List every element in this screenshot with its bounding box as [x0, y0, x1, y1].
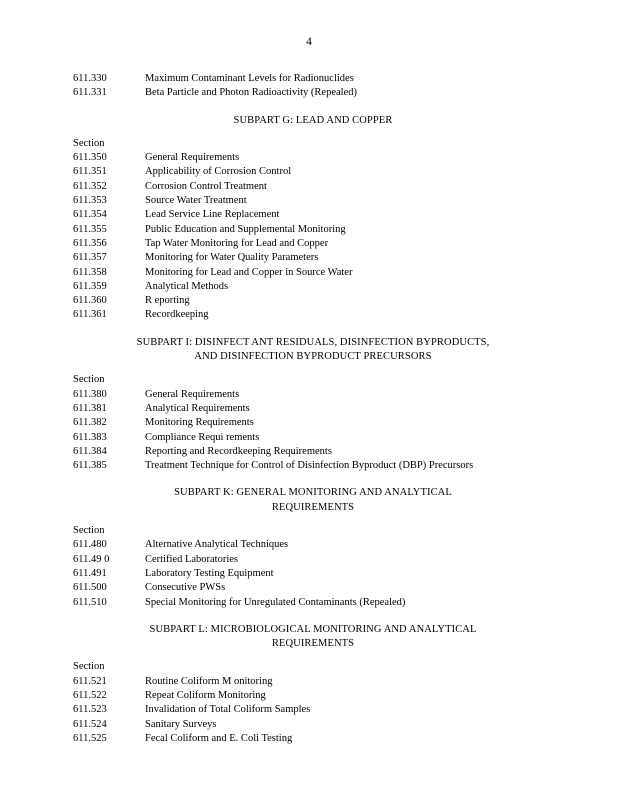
list-item — [73, 553, 553, 567]
list-item — [73, 251, 553, 265]
list-item — [73, 703, 553, 717]
section-number: 611.510 — [73, 596, 107, 608]
list-item — [73, 223, 553, 237]
section-number: 611.350 — [73, 152, 107, 164]
section-number: 611.381 — [73, 402, 107, 414]
list-item — [73, 538, 553, 552]
section-number: 611.355 — [73, 223, 107, 235]
subpart-heading: SUBPART K: GENERAL MONITORING AND ANALYTICAL REQUIREMENTS — [174, 487, 452, 513]
section-number: 611.358 — [73, 266, 107, 278]
section-title: Treatment Technique for Control of Disinfection Byproduct (DBP) Precursors — [145, 460, 474, 472]
section-title: Reporting and Recordkeeping Requirements — [145, 445, 332, 457]
section-title: Alternative Analytical Techniques — [145, 539, 289, 551]
section-title: Applicability of Corrosion Control — [145, 166, 292, 178]
list-item — [73, 689, 553, 703]
section-title: Public Education and Supplemental Monitoring — [145, 223, 346, 235]
section-title: General Requirements — [145, 388, 240, 400]
section-title: Invalidation of Total Coliform Samples — [145, 704, 311, 716]
section-title: Certified Laboratories — [145, 553, 239, 565]
list-item — [73, 596, 553, 610]
list-item — [73, 431, 553, 445]
section-title: Analytical Requirements — [145, 402, 250, 414]
section-number: 611.524 — [73, 718, 107, 730]
section-number: 611.49 0 — [73, 553, 110, 565]
section-number: 611.356 — [73, 237, 107, 249]
section-title: Analytical Methods — [145, 280, 229, 292]
section-number: 611.521 — [73, 675, 107, 687]
list-item — [73, 280, 553, 294]
section-title: Monitoring Requirements — [145, 417, 254, 429]
section-title: Special Monitoring for Unregulated Contaminants (Repealed) — [145, 596, 406, 608]
section-title: Lead Service Line Replacement — [145, 209, 280, 221]
section-number: 611.361 — [73, 309, 107, 321]
list-item — [73, 208, 553, 222]
list-item — [73, 718, 553, 732]
section-number: 611.353 — [73, 195, 107, 207]
section-number: 611.384 — [73, 445, 107, 457]
subpart-g — [73, 114, 553, 323]
section-title: Maximum Contaminant Levels for Radionuclides — [145, 73, 354, 84]
subpart-k — [73, 486, 553, 609]
section-number: 611.522 — [73, 689, 107, 701]
section-title: Consecutive PWSs — [145, 582, 226, 594]
section-number: 611.380 — [73, 388, 107, 400]
list-item — [73, 732, 553, 746]
section-number: 611.382 — [73, 417, 107, 429]
list-item — [73, 237, 553, 251]
subpart-heading: SUBPART I: DISINFECT ANT RESIDUALS, DISINFECTION BYPRODUCTS, AND DISINFECTION BYPRODUCT PRECURSORS — [136, 336, 490, 363]
list-item — [73, 402, 553, 416]
section-title: R eporting — [145, 295, 190, 307]
list-item — [73, 180, 553, 194]
section-number: 611.491 — [73, 567, 107, 579]
list-item — [73, 72, 553, 86]
section-title: Beta Particle and Photon Radioactivity (Repealed) — [145, 87, 357, 99]
list-item — [73, 416, 553, 430]
list-item — [73, 194, 553, 208]
section-title: Sanitary Surveys — [145, 718, 217, 730]
section-number: 611.354 — [73, 209, 107, 221]
section-title: Repeat Coliform Monitoring — [145, 689, 266, 701]
section-number: 611.351 — [73, 166, 107, 178]
subpart-i — [73, 336, 553, 474]
section-number: 611.360 — [73, 295, 107, 307]
section-number: 611.330 — [73, 73, 107, 84]
list-item — [73, 86, 553, 100]
section-title: General Requirements — [145, 152, 240, 164]
table-of-contents — [73, 72, 553, 746]
section-label: Section — [73, 374, 105, 386]
section-title: Fecal Coliform and E. Coli Testing — [145, 732, 293, 744]
list-item — [73, 581, 553, 595]
section-label: Section — [73, 661, 105, 673]
list-item — [73, 445, 553, 459]
section-label: Section — [73, 137, 105, 149]
section-number: 611.385 — [73, 460, 107, 472]
section-title: Monitoring for Lead and Copper in Source Water — [145, 266, 353, 278]
list-item — [73, 388, 553, 402]
section-title: Source Water Treatment — [145, 195, 247, 207]
list-item — [73, 567, 553, 581]
section-number: 611.331 — [73, 87, 107, 99]
section-label: Section — [73, 525, 105, 537]
section-number: 611.359 — [73, 280, 107, 292]
subpart-heading: SUBPART L: MICROBIOLOGICAL MONITORING AND ANALYTICAL REQUIREMENTS — [149, 623, 477, 650]
section-title: Routine Coliform M onitoring — [145, 675, 273, 687]
list-item — [73, 165, 553, 179]
list-item — [73, 151, 553, 165]
list-item — [73, 308, 553, 322]
section-title: Recordkeeping — [145, 309, 209, 321]
section-title: Laboratory Testing Equipment — [145, 567, 274, 579]
section-number: 611.500 — [73, 582, 107, 594]
section-number: 611.383 — [73, 431, 107, 443]
section-number: 611.357 — [73, 252, 107, 264]
list-item — [73, 675, 553, 689]
list-item — [73, 459, 553, 473]
section-number: 611.523 — [73, 704, 107, 716]
subpart-heading: SUBPART G: LEAD AND COPPER — [233, 114, 393, 126]
list-item — [73, 266, 553, 280]
section-title: Compliance Requi rements — [145, 431, 260, 443]
intro-section-list — [73, 72, 553, 101]
section-number: 611.480 — [73, 539, 107, 551]
list-item — [73, 294, 553, 308]
subpart-l — [73, 623, 553, 746]
section-number: 611.352 — [73, 180, 107, 192]
section-number: 611.525 — [73, 732, 107, 744]
section-title: Corrosion Control Treatment — [145, 180, 267, 192]
page-number: 4 — [306, 36, 312, 48]
section-title: Tap Water Monitoring for Lead and Copper — [145, 237, 329, 249]
section-title: Monitoring for Water Quality Parameters — [145, 252, 319, 264]
